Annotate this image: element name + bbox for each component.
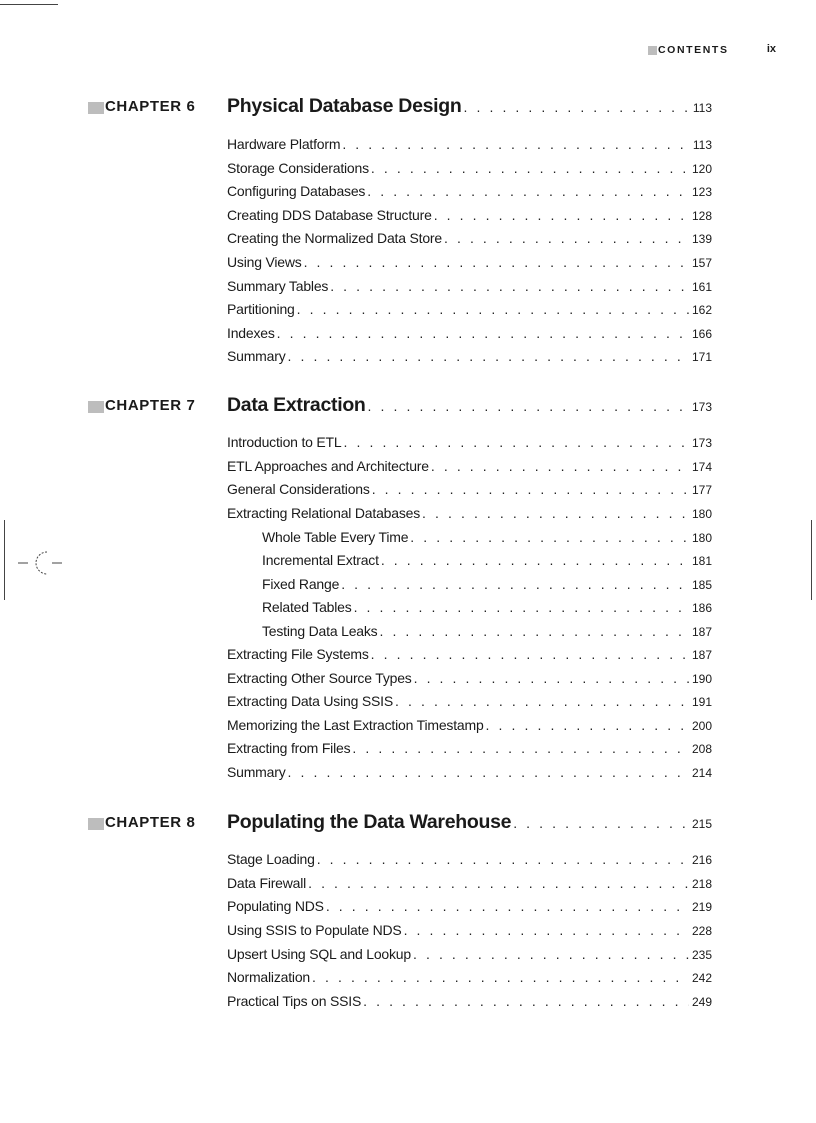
entry-title: Configuring Databases [227,183,366,199]
leader-dots [429,458,689,474]
toc-subentry[interactable] [262,552,712,568]
leader-dots [420,505,689,521]
entry-title: Extracting Data Using SSIS [227,693,393,709]
entry-title: Related Tables [262,599,352,615]
toc-entry[interactable] [227,301,712,317]
entry-page: 219 [691,900,712,914]
leader-dots [350,740,689,756]
entry-title: ETL Approaches and Architecture [227,458,429,474]
entry-title: Fixed Range [262,576,340,592]
toc-subentry[interactable] [262,576,712,592]
leader-dots [295,301,689,317]
entry-title: Using SSIS to Populate NDS [227,922,402,938]
entry-title: General Considerations [227,481,370,497]
entry-page: 162 [691,303,712,317]
chapter-title: Data Extraction [227,394,366,416]
chapter-number: CHAPTER 8 [105,814,196,831]
leader-dots [377,623,689,639]
entry-page: 180 [691,507,712,521]
entry-page: 180 [691,531,712,545]
entry-page: 191 [691,695,712,709]
toc-entry[interactable] [227,434,712,450]
leader-dots [339,576,689,592]
entry-page: 171 [691,350,712,364]
leader-dots [442,230,689,246]
leader-dots [352,599,689,615]
chapter-title: Populating the Data Warehouse [227,811,512,833]
leader-dots [408,529,689,545]
toc-entry[interactable] [227,458,712,474]
toc-entry[interactable] [227,646,712,662]
toc-subentry[interactable] [262,529,712,545]
entry-title: Data Firewall [227,875,307,891]
leader-dots [328,278,689,294]
crop-mark-left [4,520,5,600]
chapter-number: CHAPTER 7 [105,397,196,414]
leader-dots [310,969,689,985]
toc-subentry[interactable] [262,599,712,615]
toc-entry[interactable] [227,946,712,962]
entry-title: Testing Data Leaks [262,623,378,639]
entry-page: 249 [691,995,712,1009]
toc-entry[interactable] [227,254,712,270]
leader-dots [340,136,690,152]
toc-entry[interactable] [227,875,712,891]
entry-page: 216 [691,853,712,867]
entry-page: 120 [691,162,712,176]
toc-entry[interactable] [227,670,712,686]
chapter-page: 215 [691,817,712,831]
entry-title: Creating the Normalized Data Store [227,230,442,246]
entry-title: Incremental Extract [262,552,379,568]
entry-title: Summary [227,764,286,780]
registration-mark-icon [18,548,62,578]
entry-title: Stage Loading [227,851,315,867]
leader-dots [402,922,689,938]
entry-title: Summary [227,348,286,364]
entry-page: 185 [691,578,712,592]
leader-dots [324,898,689,914]
entry-title: Extracting Other Source Types [227,670,412,686]
toc-subentry[interactable] [262,623,712,639]
crop-mark-top [0,4,58,5]
entry-title: Introduction to ETL [227,434,342,450]
leader-dots [286,764,689,780]
chapter-page: 173 [691,400,712,414]
chapter-marker-icon [88,818,104,830]
entry-title: Extracting File Systems [227,646,369,662]
leader-dots [365,183,689,199]
entry-page: 214 [691,766,712,780]
entry-page: 187 [691,625,712,639]
toc-entry[interactable] [227,851,712,867]
entry-page: 242 [691,971,712,985]
toc-entry[interactable] [227,348,712,364]
entry-page: 190 [691,672,712,686]
entry-title: Populating NDS [227,898,324,914]
toc-entry[interactable] [227,693,712,709]
leader-dots [432,207,689,223]
entry-page: 200 [691,719,712,733]
chapter-page: 113 [692,101,712,115]
leader-dots [393,693,689,709]
toc-chapter-title[interactable] [227,811,712,834]
entry-page: 139 [691,232,712,246]
toc-entry[interactable] [227,969,712,985]
entry-title: Using Views [227,254,302,270]
running-header [600,44,776,60]
toc-entry[interactable] [227,207,712,223]
toc-entry[interactable] [227,230,712,246]
leader-dots [275,325,689,341]
entry-title: Memorizing the Last Extraction Timestamp [227,717,484,733]
entry-page: 208 [691,742,712,756]
toc-entry[interactable] [227,505,712,521]
entry-title: Whole Table Every Time [262,529,409,545]
entry-page: 166 [691,327,712,341]
leader-dots [286,348,689,364]
entry-title: Upsert Using SQL and Lookup [227,946,411,962]
chapter-title: Physical Database Design [227,95,462,117]
toc-entry[interactable] [227,922,712,938]
section-marker-icon [648,46,657,55]
toc-entry[interactable] [227,481,712,497]
entry-page: 187 [691,648,712,662]
leader-dots [411,946,689,962]
entry-title: Hardware Platform [227,136,341,152]
leader-dots [370,481,689,497]
toc-entry[interactable] [227,160,712,176]
leader-dots [366,398,689,414]
entry-page: 228 [691,924,712,938]
leader-dots [315,851,689,867]
toc-entry[interactable] [227,325,712,341]
toc-entry[interactable] [227,993,712,1009]
entry-page: 235 [691,948,712,962]
chapter-marker-icon [88,401,104,413]
leader-dots [342,434,689,450]
leader-dots [462,99,690,115]
entry-page: 186 [691,601,712,615]
toc-entry[interactable] [227,740,712,756]
entry-page: 173 [691,436,712,450]
page-number: ix [766,43,776,55]
entry-page: 181 [691,554,712,568]
toc-entry[interactable] [227,898,712,914]
entry-title: Normalization [227,969,310,985]
leader-dots [484,717,689,733]
leader-dots [379,552,689,568]
entry-title: Creating DDS Database Structure [227,207,432,223]
leader-dots [369,646,689,662]
entry-title: Summary Tables [227,278,329,294]
entry-title: Partitioning [227,301,295,317]
entry-title: Indexes [227,325,275,341]
entry-page: 128 [691,209,712,223]
entry-page: 218 [691,877,712,891]
chapter-marker-icon [88,102,104,114]
toc-chapter-title[interactable] [227,394,712,417]
entry-page: 177 [691,483,712,497]
entry-title: Practical Tips on SSIS [227,993,362,1009]
crop-mark-right [811,520,812,600]
entry-title: Extracting from Files [227,740,351,756]
entry-page: 123 [691,185,712,199]
running-header-label: CONTENTS [658,44,729,56]
toc-entry[interactable] [227,764,712,780]
leader-dots [511,815,689,831]
toc-entry[interactable] [227,717,712,733]
toc-chapter-title[interactable] [227,95,712,118]
toc-entry[interactable] [227,278,712,294]
entry-page: 174 [691,460,712,474]
leader-dots [369,160,689,176]
leader-dots [302,254,689,270]
toc-entry[interactable] [227,136,712,152]
leader-dots [306,875,689,891]
toc-entry[interactable] [227,183,712,199]
entry-title: Extracting Relational Databases [227,505,421,521]
leader-dots [412,670,689,686]
entry-page: 161 [691,280,712,294]
entry-title: Storage Considerations [227,160,369,176]
leader-dots [361,993,689,1009]
entry-page: 113 [692,138,712,152]
chapter-number: CHAPTER 6 [105,98,196,115]
entry-page: 157 [691,256,712,270]
